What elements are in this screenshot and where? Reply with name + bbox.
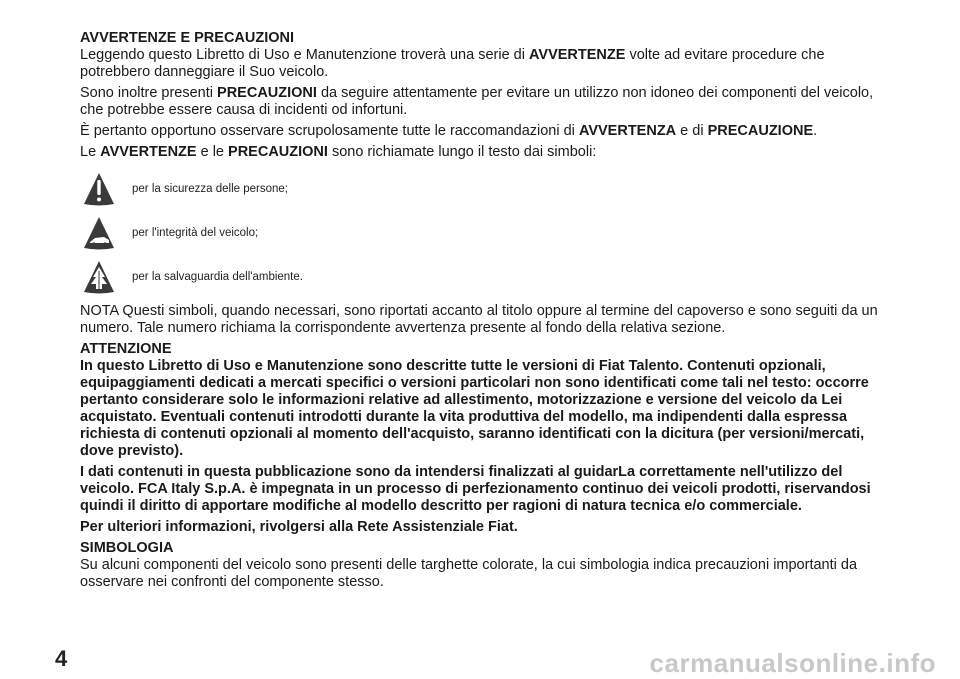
watermark: carmanualsonline.info bbox=[649, 648, 936, 678]
paragraph-nota: NOTA Questi simboli, quando necessari, sono riportati accanto al titolo oppure al termine del capoverso e sono seguiti da un numero. Tale numero richiama la corrispondente avvertenza presente al fondo della relativa sezione. bbox=[80, 303, 878, 336]
paragraph-attenzione-dati: I dati contenuti in questa pubblicazione sono da intendersi finalizzati al guidarLa correttamente nell'utilizzo del veicolo. FCA Italy S.p.A. è impegnata in un processo di perfezionamento continuo dei veicoli prodotti, riservandosi quindi il diritto di apportare modifiche al modello descritto per ragioni di natura tecnica e/o commerciale. bbox=[80, 464, 871, 514]
paragraph-precauzioni-intro: Sono inoltre presenti PRECAUZIONI da seguire attentamente per evitare un utilizzo non idoneo dei componenti del veicolo, che potrebbe essere causa di incidenti od infortuni. bbox=[80, 85, 874, 118]
paragraph-simboli-intro: Le AVVERTENZE e le PRECAUZIONI sono richiamate lungo il testo dai simboli: bbox=[80, 144, 597, 160]
person-warning-icon bbox=[82, 171, 116, 207]
attenzione-block bbox=[80, 358, 880, 536]
paragraph-raccomandazioni: È pertanto opportuno osservare scrupolosamente tutte le raccomandazioni di AVVERTENZA e di PRECAUZIONE. bbox=[80, 123, 818, 139]
page-number: 4 bbox=[55, 646, 68, 671]
section-title-attenzione: ATTENZIONE bbox=[80, 341, 172, 357]
symbol-row-persone bbox=[82, 167, 880, 211]
paragraph-avvertenze-intro: Leggendo questo Libretto di Uso e Manutenzione troverà una serie di AVVERTENZE volte ad evitare procedure che potrebbero danneggiare il Suo veicolo. bbox=[80, 47, 825, 80]
symbol-legend bbox=[80, 167, 880, 299]
paragraph-attenzione-versioni: In questo Libretto di Uso e Manutenzione sono descritte tutte le versioni di Fiat Talento. Contenuti opzionali, equipaggiamenti dedicati a mercati specifici o versioni particolari non sono identificati come tali nel testo: occorre pertanto considerare solo le informazioni relative ad allestimento, motorizzazione e versione del veicolo da Lei acquistato. Eventuali contenuti introdotti durante la vita produttiva del modello, ma indipendenti dalla espressa richiesta di contenuti opzionali al momento dell'acquisto, saranno identificati con la dicitura (per versioni/mercati, dove previsto). bbox=[80, 358, 869, 459]
symbol-row-veicolo bbox=[82, 211, 880, 255]
section-title-avvertenze: AVVERTENZE E PRECAUZIONI bbox=[80, 30, 295, 46]
symbol-label-persone: per la sicurezza delle persone; bbox=[132, 183, 288, 195]
symbol-label-ambiente: per la salvaguardia dell'ambiente. bbox=[132, 271, 303, 283]
symbol-row-ambiente bbox=[82, 255, 880, 299]
paragraph-attenzione-info: Per ulteriori informazioni, rivolgersi alla Rete Assistenziale Fiat. bbox=[80, 519, 518, 535]
environment-warning-icon bbox=[82, 259, 116, 295]
vehicle-warning-icon bbox=[82, 215, 116, 251]
page-content bbox=[80, 30, 880, 595]
section-title-simbologia: SIMBOLOGIA bbox=[80, 540, 174, 556]
symbol-label-veicolo: per l'integrità del veicolo; bbox=[132, 227, 259, 239]
paragraph-simbologia: Su alcuni componenti del veicolo sono presenti delle targhette colorate, la cui simbologia indica precauzioni importanti da osservare nei confronti del componente stesso. bbox=[80, 557, 858, 590]
